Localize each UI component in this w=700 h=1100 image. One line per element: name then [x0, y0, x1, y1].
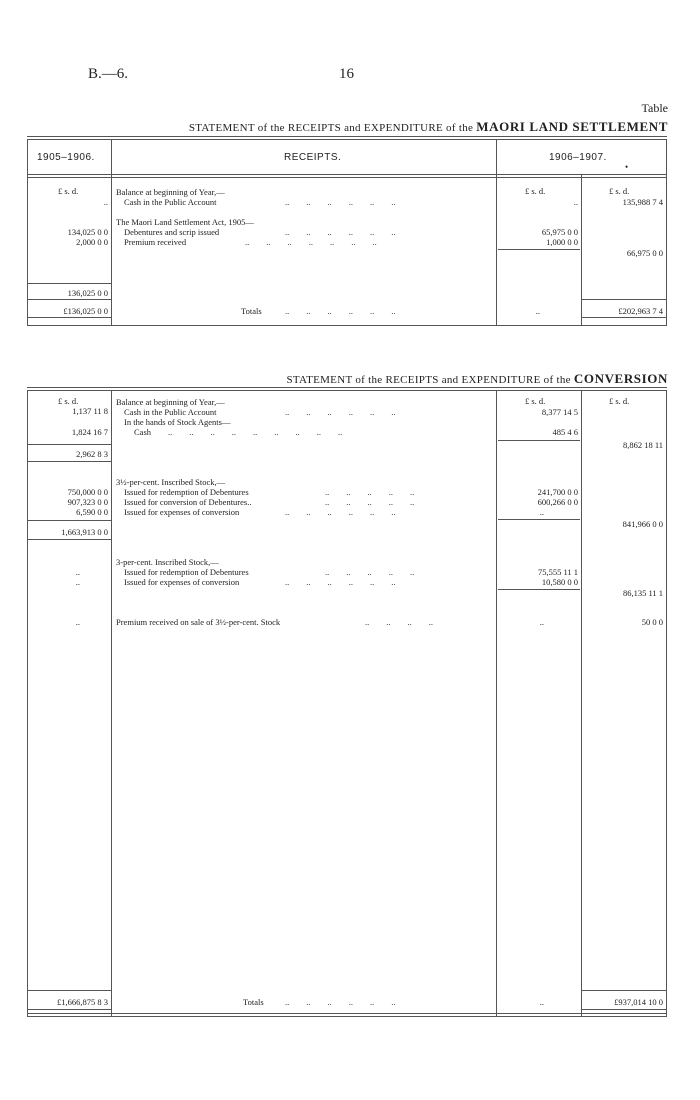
rule [27, 283, 112, 284]
balance-label: Balance at beginning of Year,— [116, 187, 225, 197]
balance-subtotal-left: 2,962 8 3 [76, 449, 108, 459]
premium-mid: .. [539, 617, 544, 627]
section2-title-prefix: STATEMENT of the RECEIPTS and EXPENDITURE of the [286, 374, 571, 386]
divider [666, 139, 667, 325]
divider [27, 174, 667, 175]
totals-mid: .. [539, 997, 544, 1007]
divider [111, 390, 112, 1016]
cash-mid: 485 4 6 [552, 427, 578, 437]
debentures-left: 134,025 0 0 [67, 227, 108, 237]
cash-public-label: Cash in the Public Account [124, 197, 217, 207]
right-unit-header: £ s. d. [609, 396, 630, 406]
rule [581, 1009, 667, 1010]
expenses-label: Issued for expenses of conversion [124, 507, 240, 517]
premium-left: 2,000 0 0 [76, 237, 108, 247]
divider [666, 390, 667, 1016]
leader-dots: .. .. .. .. .. .. [285, 997, 396, 1007]
divider [27, 387, 667, 388]
divider [27, 136, 667, 137]
divider [581, 390, 582, 1016]
rule [581, 990, 667, 991]
inscribed35-subtotal-left: 1,663,913 0 0 [61, 527, 108, 537]
right-unit-header: £ s. d. [609, 186, 630, 196]
expenses3-mid: 10,580 0 0 [541, 577, 578, 587]
divider [27, 139, 28, 325]
leader-dots: .. .. .. .. .. [325, 567, 415, 577]
totals-left: £1,666,875 8 3 [57, 997, 108, 1007]
cash-public-label: Cash in the Public Account [124, 407, 217, 417]
divider [27, 1016, 667, 1017]
redemption-label: Issued for redemption of Debentures [124, 487, 249, 497]
cash-label: Cash [134, 427, 151, 437]
leader-dots: .. .. .. .. .. [325, 497, 415, 507]
cash-public-mid: .. [573, 197, 578, 207]
totals-label: Totals [243, 997, 264, 1007]
stock-agents-label: In the hands of Stock Agents— [124, 417, 231, 427]
conversion-left: 907,323 0 0 [67, 497, 108, 507]
leader-dots: .. .. .. .. .. .. [285, 407, 396, 417]
inscribed3-total-right: 86,135 11 1 [622, 588, 663, 598]
rule [27, 461, 112, 462]
expenses-left: 6,590 0 0 [76, 507, 108, 517]
leader-dots: .. .. .. .. .. .. [285, 227, 396, 237]
divider [111, 139, 112, 325]
conversion-label: Issued for conversion of Debentures.. [124, 497, 252, 507]
debentures-mid: 65,975 0 0 [541, 227, 578, 237]
expenses-mid: .. [539, 507, 544, 517]
inscribed35-total-right: 841,966 0 0 [622, 519, 663, 529]
divider [27, 390, 667, 391]
section1-title [189, 119, 668, 135]
premium-mid: 1,000 0 0 [546, 237, 578, 247]
totals-label: Totals [241, 306, 262, 316]
premium-left: .. [75, 617, 80, 627]
leader-dots: .. .. .. .. .. .. [285, 577, 396, 587]
rule [27, 539, 112, 540]
subtotal-left: 136,025 0 0 [67, 288, 108, 298]
cash-left: 1,824 16 7 [71, 427, 108, 437]
col-header-1906: 1906–1907. [549, 152, 607, 163]
rule [27, 1009, 112, 1010]
divider [581, 174, 582, 325]
debentures-label: Debentures and scrip issued [124, 227, 220, 237]
rule [498, 249, 580, 250]
balance-label: Balance at beginning of Year,— [116, 397, 225, 407]
leader-dots: .. .. .. .. .. .. .. .. .. [168, 427, 343, 437]
cash-public-left: 1,137 11 8 [72, 406, 108, 416]
cash-public-right: 135,988 7 4 [622, 197, 663, 207]
leader-dots: .. .. .. .. [365, 617, 433, 627]
expenses3-left: .. [75, 577, 80, 587]
rule [27, 1013, 667, 1014]
redemption3-label: Issued for redemption of Debentures [124, 567, 249, 577]
rule [27, 444, 112, 445]
mid-unit-header: £ s. d. [525, 186, 546, 196]
rule [581, 299, 667, 300]
divider [27, 325, 667, 326]
rule [27, 520, 112, 521]
leader-dots: .. .. .. .. .. [325, 487, 415, 497]
cash-public-left: .. [103, 197, 108, 207]
inscribed3-label: 3-per-cent. Inscribed Stock,— [116, 557, 219, 567]
section2-title-bold: CONVERSION [573, 371, 668, 386]
col-header-receipts: RECEIPTS. [284, 152, 342, 163]
redemption-mid: 241,700 0 0 [537, 487, 578, 497]
leader-dots: .. .. .. .. .. .. [285, 197, 396, 207]
cash-public-mid: 8,377 14 5 [541, 407, 578, 417]
section1-title-prefix: STATEMENT of the RECEIPTS and EXPENDITURE of the [188, 122, 474, 134]
redemption3-left: .. [75, 567, 80, 577]
premium-label: Premium received on sale of 3½-per-cent. Stock [116, 617, 281, 627]
divider [27, 390, 28, 1016]
expenses3-label: Issued for expenses of conversion [124, 577, 240, 587]
totals-right: £937,014 10 0 [614, 997, 663, 1007]
rule [27, 990, 112, 991]
redemption3-mid: 75,555 11 1 [537, 567, 578, 577]
left-unit-header: £ s. d. [58, 396, 79, 406]
table-label: Table [641, 101, 668, 115]
inscribed35-label: 3½-per-cent. Inscribed Stock,— [116, 477, 226, 487]
act-total-right: 66,975 0 0 [626, 248, 663, 258]
rule [498, 589, 580, 590]
page-number: 16 [339, 66, 354, 82]
premium-right: 50 0 0 [641, 617, 663, 627]
totals-mid: .. [535, 306, 540, 316]
divider [27, 139, 667, 140]
page-ref: B.—6. [88, 66, 129, 82]
dot-mark: • [625, 162, 629, 172]
left-unit-header: £ s. d. [58, 186, 79, 196]
divider [496, 139, 497, 325]
act-label: The Maori Land Settlement Act, 1905— [116, 217, 254, 227]
rule [498, 440, 580, 441]
totals-left: £136,025 0 0 [63, 306, 108, 316]
mid-unit-header: £ s. d. [525, 396, 546, 406]
divider [496, 390, 497, 1016]
leader-dots: .. .. .. .. .. .. .. [245, 237, 377, 247]
section2-title [286, 371, 668, 387]
col-header-1905: 1905–1906. [37, 152, 95, 163]
rule [27, 299, 112, 300]
balance-total-right: 8,862 18 11 [622, 440, 663, 450]
leader-dots: .. .. .. .. .. .. [285, 507, 396, 517]
rule [498, 519, 580, 520]
redemption-left: 750,000 0 0 [67, 487, 108, 497]
leader-dots: .. .. .. .. .. .. [285, 306, 396, 316]
rule [581, 317, 667, 318]
rule [27, 317, 112, 318]
totals-right: £202,963 7 4 [618, 306, 663, 316]
premium-label: Premium received [124, 237, 187, 247]
divider [27, 177, 667, 178]
section1-title-bold: MAORI LAND SETTLEMENT [476, 119, 668, 134]
conversion-mid: 600,266 0 0 [537, 497, 578, 507]
